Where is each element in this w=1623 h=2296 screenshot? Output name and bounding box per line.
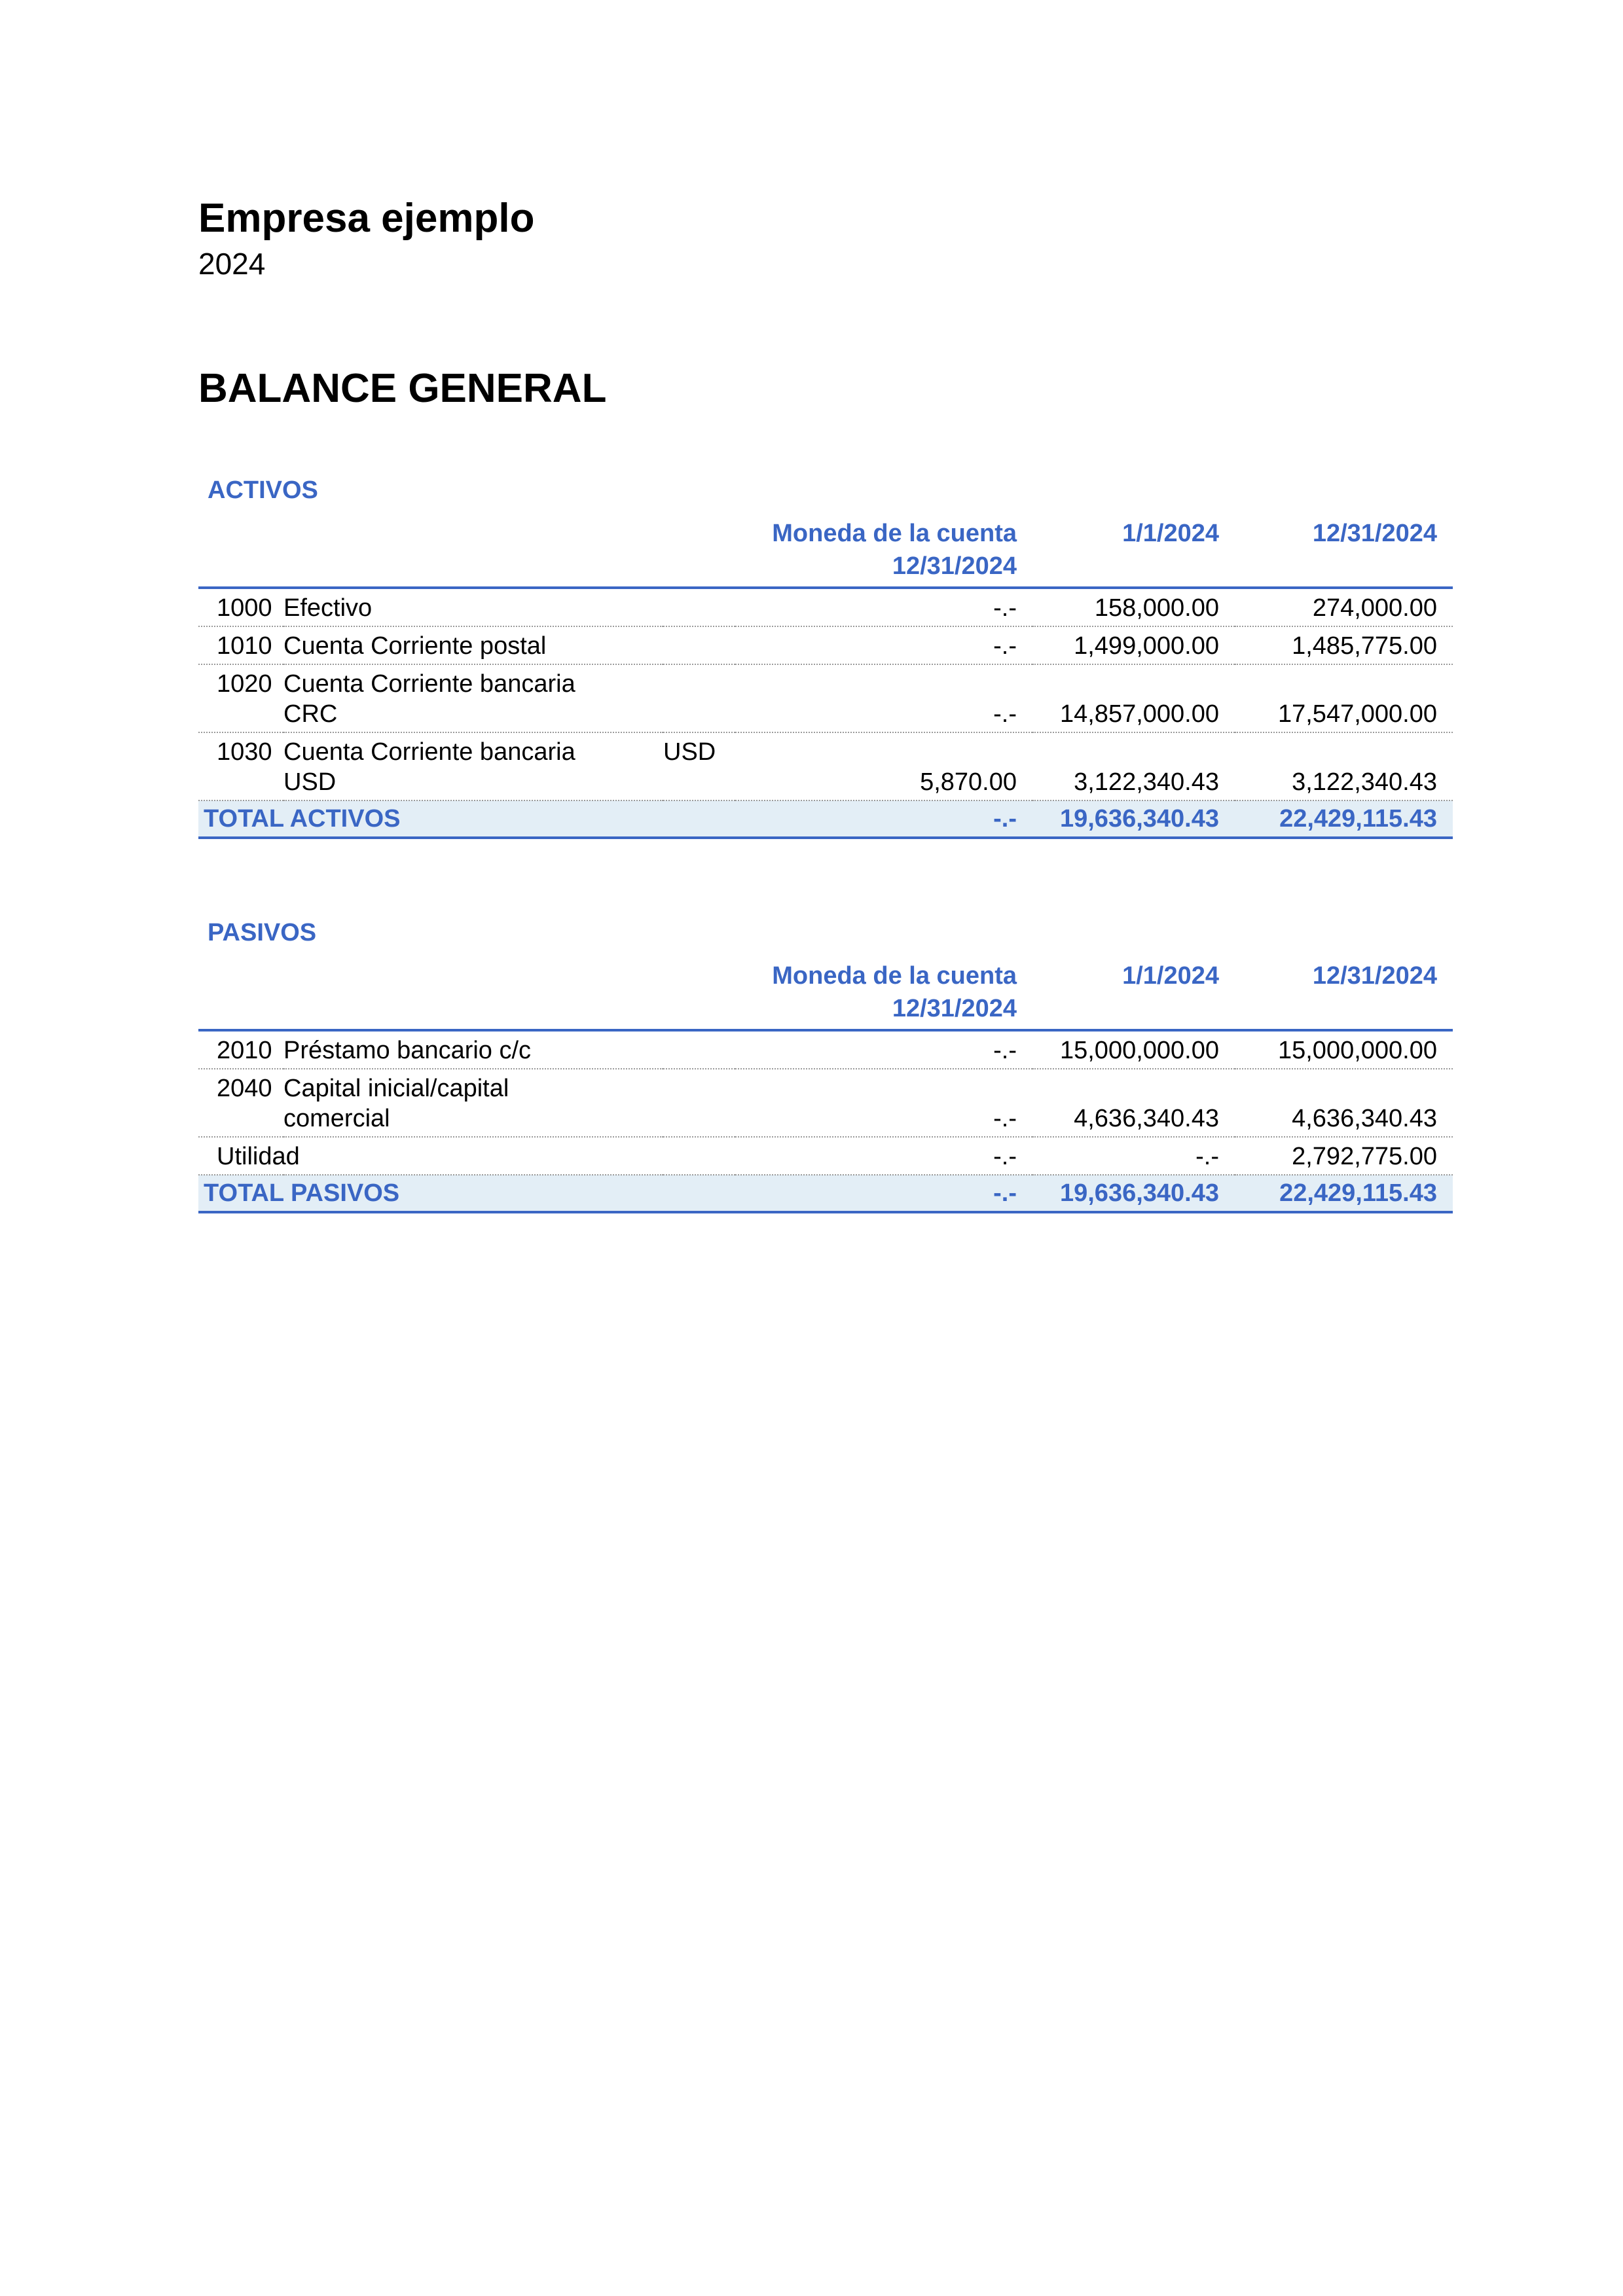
table-row <box>198 588 1453 626</box>
table-row <box>198 626 1453 664</box>
balance-open: 4,636,340.43 <box>1074 1105 1219 1132</box>
balance-close: 1,485,775.00 <box>1292 632 1437 660</box>
col-header-date-close: 12/31/2024 <box>1312 962 1437 990</box>
account-code: 2040 <box>217 1075 272 1102</box>
account-currency-balance: 5,870.00 <box>920 768 1017 796</box>
balance-open: 3,122,340.43 <box>1074 768 1219 796</box>
pasivos-title: PASIVOS <box>208 919 317 946</box>
account-currency-balance: -.- <box>993 1143 1017 1170</box>
activos-title: ACTIVOS <box>208 476 318 504</box>
balance-open: 14,857,000.00 <box>1059 700 1219 728</box>
total-activos-row <box>198 800 1453 838</box>
account-currency-balance: -.- <box>993 594 1017 622</box>
total-pasivos-row <box>198 1175 1453 1212</box>
balance-close: 3,122,340.43 <box>1292 768 1437 796</box>
pasivos-header-row <box>198 960 1453 1030</box>
utilidad-row <box>198 1137 1453 1175</box>
col-header-date-open: 1/1/2024 <box>1122 520 1219 547</box>
balance-open: -.- <box>1195 1143 1219 1170</box>
account-currency <box>663 1069 735 1137</box>
total-close: 22,429,115.43 <box>1279 1179 1437 1207</box>
account-currency-balance: -.- <box>993 1105 1017 1132</box>
table-row <box>198 1030 1453 1069</box>
account-currency-balance: -.- <box>993 1037 1017 1064</box>
account-currency-balance: -.- <box>993 632 1017 660</box>
account-name: Préstamo bancario c/c <box>283 1037 532 1064</box>
total-open: 19,636,340.43 <box>1059 1179 1219 1207</box>
table-row <box>198 664 1453 732</box>
col-header-date-close: 12/31/2024 <box>1312 520 1437 547</box>
account-currency <box>663 626 735 664</box>
account-name: Capital inicial/capital comercial <box>283 1075 509 1132</box>
account-currency-balance: -.- <box>993 700 1017 728</box>
balance-close: 4,636,340.43 <box>1292 1105 1437 1132</box>
account-code: 1020 <box>217 670 272 698</box>
account-name: Cuenta Corriente bancaria USD <box>283 738 575 796</box>
balance-close: 2,792,775.00 <box>1292 1143 1437 1170</box>
balance-close: 15,000,000.00 <box>1277 1037 1437 1064</box>
account-code: 1030 <box>217 738 272 766</box>
table-row <box>198 732 1453 800</box>
balance-open: 1,499,000.00 <box>1074 632 1219 660</box>
utilidad-label: Utilidad <box>217 1143 300 1170</box>
account-name: Cuenta Corriente postal <box>283 632 547 660</box>
balance-close: 17,547,000.00 <box>1277 700 1437 728</box>
account-name: Efectivo <box>283 594 373 622</box>
report-year: 2024 <box>198 247 266 281</box>
col-header-account-currency: Moneda de la cuenta 12/31/2024 <box>772 520 1017 580</box>
activos-header-row <box>198 517 1453 588</box>
activos-table <box>198 517 1453 839</box>
total-label: TOTAL PASIVOS <box>204 1179 400 1207</box>
pasivos-table <box>198 960 1453 1213</box>
account-name: Cuenta Corriente bancaria CRC <box>283 670 575 728</box>
col-header-account-currency: Moneda de la cuenta 12/31/2024 <box>772 962 1017 1022</box>
report-title: BALANCE GENERAL <box>198 366 607 411</box>
balance-open: 158,000.00 <box>1094 594 1219 622</box>
account-currency <box>663 1030 735 1069</box>
balance-open: 15,000,000.00 <box>1059 1037 1219 1064</box>
table-row <box>198 1069 1453 1137</box>
total-account-currency: -.- <box>993 805 1017 833</box>
total-account-currency: -.- <box>993 1179 1017 1207</box>
balance-close: 274,000.00 <box>1312 594 1437 622</box>
total-close: 22,429,115.43 <box>1279 805 1437 833</box>
company-name: Empresa ejemplo <box>198 196 535 241</box>
total-label: TOTAL ACTIVOS <box>204 805 401 833</box>
account-currency: USD <box>663 738 716 766</box>
total-open: 19,636,340.43 <box>1059 805 1219 833</box>
account-code: 1010 <box>217 632 272 660</box>
account-code: 2010 <box>217 1037 272 1064</box>
account-currency <box>663 588 735 626</box>
col-header-date-open: 1/1/2024 <box>1122 962 1219 990</box>
account-currency <box>663 664 735 732</box>
account-code: 1000 <box>217 594 272 622</box>
